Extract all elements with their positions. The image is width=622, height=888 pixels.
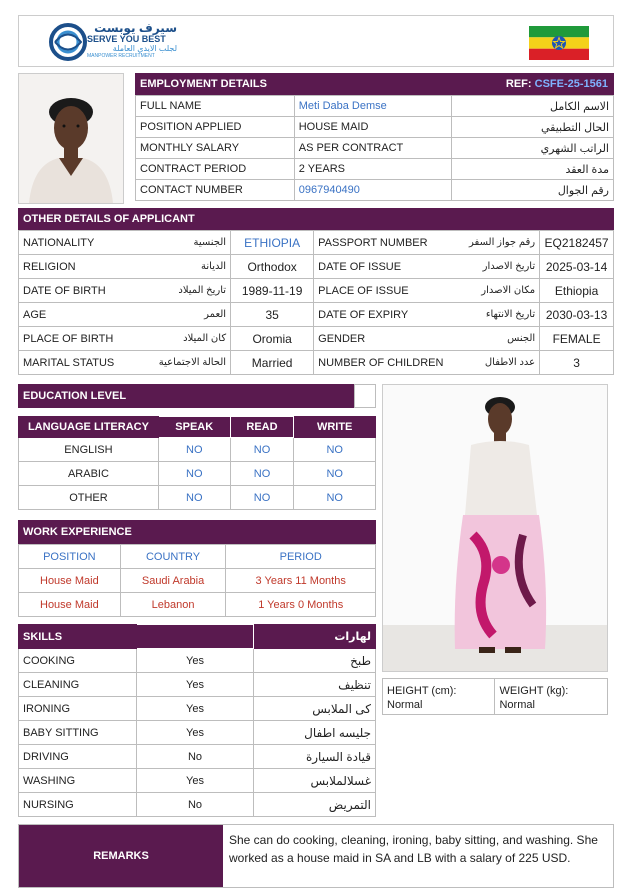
work-position: House Maid — [19, 593, 121, 617]
education-table — [18, 416, 376, 510]
employment-label-ar: الراتب الشهري — [452, 138, 614, 159]
other-value-2: 2030-03-13 — [540, 303, 614, 327]
other-details-row — [19, 303, 614, 327]
other-value-2: FEMALE — [540, 327, 614, 351]
other-label-2-ar: رقم جواز السفر — [447, 231, 539, 255]
edu-language: OTHER — [19, 486, 159, 510]
skill-value: Yes — [136, 769, 253, 793]
employment-label-ar: مدة العقد — [452, 159, 614, 180]
other-label-2-ar: الجنس — [447, 327, 539, 351]
skill-value: Yes — [136, 673, 253, 697]
education-row — [19, 486, 376, 510]
work-country: Saudi Arabia — [120, 569, 226, 593]
skills-title: SKILLS — [19, 625, 137, 649]
other-label-ar: كان الميلاد — [127, 327, 231, 351]
education-row — [19, 462, 376, 486]
employment-row — [136, 159, 614, 180]
edu-col-read: READ — [230, 417, 294, 438]
employment-value: HOUSE MAID — [294, 117, 452, 138]
employment-label-ar: الحال التطبيقي — [452, 117, 614, 138]
employment-row — [136, 138, 614, 159]
other-label: AGE — [19, 303, 127, 327]
other-label-ar: الديانة — [127, 255, 231, 279]
skill-name: WASHING — [19, 769, 137, 793]
employment-value: 2 YEARS — [294, 159, 452, 180]
edu-read: NO — [230, 462, 294, 486]
work-period: 1 Years 0 Months — [226, 593, 376, 617]
skill-name: BABY SITTING — [19, 721, 137, 745]
ref-value: CSFE-25-1561 — [534, 78, 608, 90]
other-value: 1989-11-19 — [231, 279, 314, 303]
other-label: PLACE OF BIRTH — [19, 327, 127, 351]
skill-name-ar: تنظيف — [254, 673, 376, 697]
other-label-2-ar: مكان الاصدار — [447, 279, 539, 303]
edu-language: ARABIC — [19, 462, 159, 486]
logo-arabic: سيرف يوبست — [94, 21, 177, 35]
work-col-country: COUNTRY — [120, 545, 226, 569]
other-value-2: Ethiopia — [540, 279, 614, 303]
skill-value: No — [136, 793, 253, 817]
other-value: ETHIOPIA — [231, 231, 314, 255]
other-label: NATIONALITY — [19, 231, 127, 255]
other-label-2-ar: تاريخ الاصدار — [447, 255, 539, 279]
skill-name-ar: قيادة السيارة — [254, 745, 376, 769]
employment-label-ar: رقم الجوال — [452, 180, 614, 201]
other-details-row — [19, 327, 614, 351]
other-label-2: NUMBER OF CHILDREN — [314, 351, 448, 375]
skill-row — [19, 649, 376, 673]
employment-label: CONTRACT PERIOD — [136, 159, 295, 180]
logo-english: SERVE YOU BEST — [87, 34, 166, 44]
work-country: Lebanon — [120, 593, 226, 617]
edu-write: NO — [294, 486, 376, 510]
skill-row — [19, 697, 376, 721]
employment-title: EMPLOYMENT DETAILS — [140, 78, 267, 90]
skill-row — [19, 721, 376, 745]
other-value-2: 3 — [540, 351, 614, 375]
other-label-ar: العمر — [127, 303, 231, 327]
other-value: Married — [231, 351, 314, 375]
edu-write: NO — [294, 438, 376, 462]
skill-value: Yes — [136, 649, 253, 673]
skills-title-ar: لهارات — [254, 625, 376, 649]
other-details-row — [19, 255, 614, 279]
other-value: Oromia — [231, 327, 314, 351]
employment-label: CONTACT NUMBER — [136, 180, 295, 201]
ref-label: REF: — [505, 78, 532, 90]
height-label: HEIGHT (cm): — [387, 685, 457, 697]
ethiopia-flag-icon — [529, 26, 589, 60]
logo-sub-arabic: لجلب الايدي العاملة — [112, 44, 177, 53]
skill-name: CLEANING — [19, 673, 137, 697]
other-details-row — [19, 351, 614, 375]
other-label-ar: الجنسية — [127, 231, 231, 255]
other-label-ar: الحالة الاجتماعية — [127, 351, 231, 375]
edu-read: NO — [230, 486, 294, 510]
work-experience-header: WORK EXPERIENCE — [18, 520, 376, 544]
measurements-table — [382, 678, 608, 715]
skills-table — [18, 624, 376, 817]
company-logo — [47, 22, 89, 62]
edu-speak: NO — [158, 486, 230, 510]
skill-name: COOKING — [19, 649, 137, 673]
height-value: Normal — [387, 699, 423, 711]
edu-read: NO — [230, 438, 294, 462]
other-details-table — [18, 230, 614, 375]
skill-value: Yes — [136, 697, 253, 721]
education-header: EDUCATION LEVEL — [18, 384, 354, 408]
employment-label: FULL NAME — [136, 96, 295, 117]
skill-value: Yes — [136, 721, 253, 745]
edu-col-speak: SPEAK — [158, 417, 230, 438]
skill-name: NURSING — [19, 793, 137, 817]
other-label-2: DATE OF ISSUE — [314, 255, 448, 279]
other-label: RELIGION — [19, 255, 127, 279]
work-period: 3 Years 11 Months — [226, 569, 376, 593]
edu-language: ENGLISH — [19, 438, 159, 462]
applicant-portrait — [18, 73, 124, 204]
header-bar — [18, 15, 614, 67]
employment-row — [136, 117, 614, 138]
skill-row — [19, 673, 376, 697]
other-label-2: PASSPORT NUMBER — [314, 231, 448, 255]
skill-name: IRONING — [19, 697, 137, 721]
skill-name-ar: غسلالملابس — [254, 769, 376, 793]
skill-row — [19, 745, 376, 769]
skill-name-ar: التمريض — [254, 793, 376, 817]
other-value: Orthodox — [231, 255, 314, 279]
skill-row — [19, 793, 376, 817]
edu-col-write: WRITE — [294, 417, 376, 438]
employment-label-ar: الاسم الكامل — [452, 96, 614, 117]
other-details-header: OTHER DETAILS OF APPLICANT — [18, 208, 614, 230]
employment-value: 0967940490 — [294, 180, 452, 201]
edu-speak: NO — [158, 438, 230, 462]
work-col-position: POSITION — [19, 545, 121, 569]
remarks-text: She can do cooking, cleaning, ironing, baby sitting, and washing. She worked as a house maid in SA and LB with a salary of 225 USD. — [229, 833, 598, 865]
weight-value: Normal — [499, 699, 535, 711]
other-details-row — [19, 231, 614, 255]
skills-title-gap — [136, 625, 253, 649]
employment-label: MONTHLY SALARY — [136, 138, 295, 159]
edu-speak: NO — [158, 462, 230, 486]
work-row — [19, 593, 376, 617]
other-details-row — [19, 279, 614, 303]
employment-details-header — [135, 73, 614, 95]
education-row — [19, 438, 376, 462]
skill-name-ar: جليسه اطفال — [254, 721, 376, 745]
skill-value: No — [136, 745, 253, 769]
skill-name-ar: كى الملابس — [254, 697, 376, 721]
work-position: House Maid — [19, 569, 121, 593]
employment-value: Meti Daba Demse — [294, 96, 452, 117]
logo-sub-english: MANPOWER RECRUITMENT — [87, 53, 155, 59]
skill-name: DRIVING — [19, 745, 137, 769]
other-label: MARITAL STATUS — [19, 351, 127, 375]
other-label-2: PLACE OF ISSUE — [314, 279, 448, 303]
other-value: 35 — [231, 303, 314, 327]
work-col-period: PERIOD — [226, 545, 376, 569]
other-value-2: 2025-03-14 — [540, 255, 614, 279]
employment-table — [135, 95, 614, 201]
edu-col-language: LANGUAGE LITERACY — [19, 417, 159, 438]
edu-write: NO — [294, 462, 376, 486]
work-table — [18, 544, 376, 617]
skill-row — [19, 769, 376, 793]
other-label-ar: تاريخ الميلاد — [127, 279, 231, 303]
employment-row — [136, 96, 614, 117]
employment-label: POSITION APPLIED — [136, 117, 295, 138]
remarks-label: REMARKS — [19, 825, 223, 887]
other-label-2: GENDER — [314, 327, 448, 351]
remarks-section — [18, 824, 614, 888]
applicant-full-photo — [382, 384, 608, 672]
other-value-2: EQ2182457 — [540, 231, 614, 255]
employment-row — [136, 180, 614, 201]
other-label-2-ar: عدد الاطفال — [447, 351, 539, 375]
employment-value: AS PER CONTRACT — [294, 138, 452, 159]
weight-label: WEIGHT (kg): — [499, 685, 569, 697]
other-label-2-ar: تاريخ الانتهاء — [447, 303, 539, 327]
other-label-2: DATE OF EXPIRY — [314, 303, 448, 327]
other-label: DATE OF BIRTH — [19, 279, 127, 303]
skill-name-ar: طبخ — [254, 649, 376, 673]
work-row — [19, 569, 376, 593]
